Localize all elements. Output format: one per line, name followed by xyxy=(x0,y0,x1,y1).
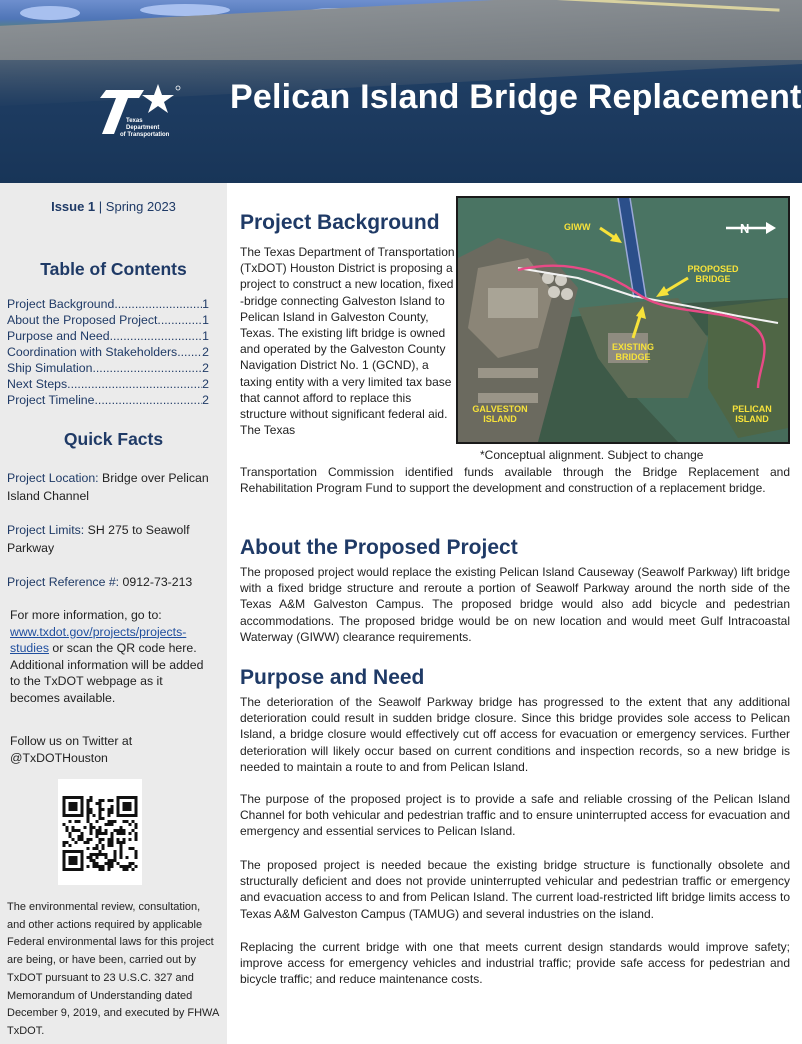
map-label-proposed-bridge: PROPOSED BRIDGE xyxy=(687,264,739,284)
toc-heading: Table of Contents xyxy=(40,259,187,279)
environmental-disclaimer: The environmental review, consultation, and other actions required by applicable Federal environmental laws for this project are being, or have been, carried out by TxDOT pursuant to 23 U.S.C. 327 and Memorandum of Understanding dated December 9, 2019, and executed by FHWA TxDOT. xyxy=(7,901,219,1037)
logo-text-department: Department xyxy=(126,125,160,131)
logo-text-texas: Texas xyxy=(126,118,143,124)
toc-item-coordination[interactable]: Coordination with Stakeholders ..... 2 xyxy=(7,344,209,360)
qr-code[interactable] xyxy=(58,779,142,885)
map-label-giww: GIWW xyxy=(564,222,591,232)
purpose-need-heading: Purpose and Need xyxy=(240,666,425,689)
purpose-paragraph-4: Replacing the current bridge with one that meets current design standards would improve safety; improve access for emergency vehicles and industrial traffic; provide safe access for pedestrian and bicycle traffic; and reduce maintenance costs. xyxy=(240,940,790,987)
project-studies-link[interactable]: www.txdot.gov/projects/projects-studies xyxy=(10,624,187,655)
about-project-text: The proposed project would replace the existing Pelican Island Causeway (Seawolf Parkway) lift bridge with a fixed bridge structure and reroute a portion of Seawolf Parkway around the north side of the Texas A&M Galveston Campus. The proposed bridge would also add bicycle and pedestrian accommodations. The proposed bridge would be on new location and would meet Gulf Intracoastal Waterway (GIWW) clearance requirements. xyxy=(240,565,790,644)
more-info-text: For more information, go to: www.txdot.gov/projects/projects-studies or scan the QR code here. Additional information will be added to the TxDOT webpage as it becomes available. xyxy=(10,608,204,705)
twitter-text: Follow us on Twitter at @TxDOTHouston xyxy=(10,734,133,765)
project-background-heading: Project Background xyxy=(240,211,440,234)
purpose-paragraph-1: The deterioration of the Seawolf Parkway bridge has progressed to the extent that any additional deterioration could result in sudden bridge closure. Since this bridge provides sole access to Pelican Island, a bridge closure would effectively cut off access for evacuation or emergency services. Further deterioration will likely occur based on current conditions and inspection records, so a new bridge is needed to maintain a route to and from Pelican Island. xyxy=(240,695,790,774)
map-caption: *Conceptual alignment. Subject to change xyxy=(480,448,704,462)
toc-item-ship-simulation[interactable]: Ship Simulation ..... 2 xyxy=(7,360,209,376)
newsletter-title: Pelican Island Bridge Replacement xyxy=(230,78,802,116)
sidebar xyxy=(0,183,227,1044)
table-of-contents xyxy=(7,296,209,408)
about-project-heading: About the Proposed Project xyxy=(240,536,518,559)
purpose-paragraph-2: The purpose of the proposed project is to provide a safe and reliable crossing of the Pelican Island Channel for both vehicular and pedestrian traffic and to ensure uninterrupted access for evacuation and emergency and essential services to Pelican Island. xyxy=(240,792,790,839)
issue-line xyxy=(0,199,227,214)
project-background-text: The Texas Department of Transportation (TxDOT) Houston District is proposing a project to construct a new location, fixed -bridge connecting Galveston Island to Pelican Island in Galveston County, Texas. The existing lift bridge is owned and operated by the Galveston County Navigation District No. 1 (GCND), a taxing entity with a very limited tax base that cannot afford to replace this structure without significant federal aid. The Texas xyxy=(240,245,455,438)
toc-item-project-timeline[interactable]: Project Timeline ..... 2 xyxy=(7,392,209,408)
quick-facts-heading: Quick Facts xyxy=(63,429,164,449)
header-banner xyxy=(0,0,802,183)
issue-number: Issue 1 xyxy=(51,199,96,214)
purpose-paragraph-3: The proposed project is needed becaue the existing bridge structure is functionally obsolete and structurally deficient and does not provide uninterrupted vehicular and pedestrian traffic or emergency and evacuation access to and from Pelican Island. The current load-restricted lift bridge limits access to Texas A&M Galveston Campus (TAMUG) and several industries on the island. xyxy=(240,858,790,921)
map-label-pelican-island: PELICAN ISLAND xyxy=(732,404,772,424)
toc-item-project-background[interactable]: Project Background ..... 1 xyxy=(7,296,209,312)
toc-item-next-steps[interactable]: Next Steps ..... 2 xyxy=(7,376,209,392)
fact-project-location: Project Location: Bridge over Pelican Island Channel xyxy=(7,471,209,503)
logo-text-transportation: of Transportation xyxy=(120,132,170,138)
issue-season: Spring 2023 xyxy=(105,199,176,214)
toc-item-about-project[interactable]: About the Proposed Project ..... 1 xyxy=(7,312,209,328)
fact-project-reference: Project Reference #: 0912-73-213 xyxy=(7,575,193,589)
fact-project-limits: Project Limits: SH 275 to Seawolf Parkway xyxy=(7,523,190,555)
map-label-galveston-island: GALVESTON ISLAND xyxy=(472,404,528,424)
toc-item-purpose-need[interactable]: Purpose and Need ..... 1 xyxy=(7,328,209,344)
project-background-text-cont: Transportation Commission identified funds available through the Bridge Replacement and Rehabilitation Program Fund to support the development and construction of a replacement bridge. xyxy=(240,465,790,496)
map-label-existing-bridge: EXISTING BRIDGE xyxy=(611,342,654,362)
north-arrow-label: N xyxy=(740,221,750,236)
txdot-logo xyxy=(92,82,182,142)
issue-separator: | xyxy=(98,199,106,214)
conceptual-alignment-map xyxy=(456,196,790,444)
